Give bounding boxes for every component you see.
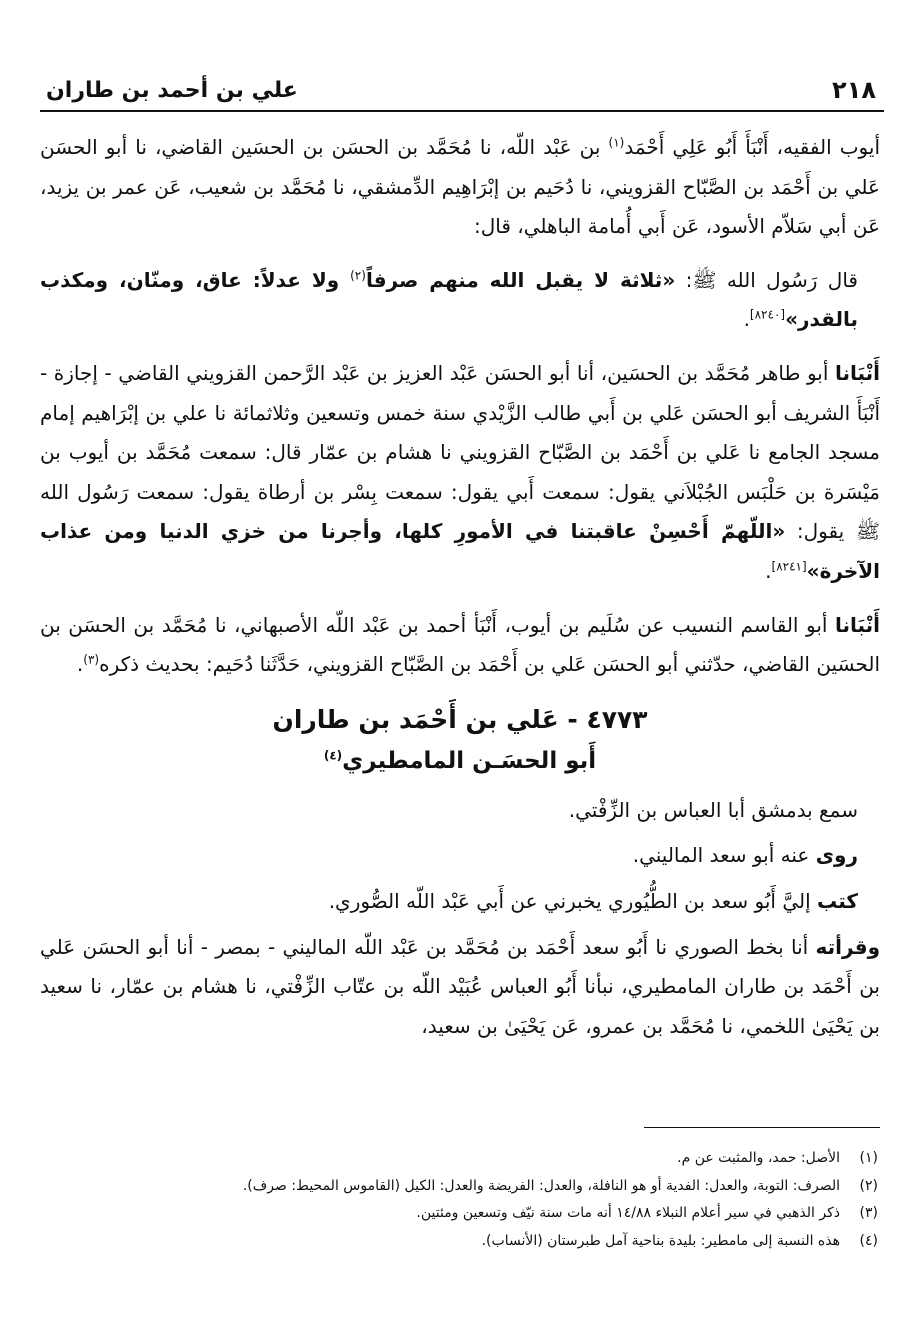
paragraph-text: . — [76, 652, 84, 677]
lead-word: روى — [815, 843, 858, 868]
hadith-text: «ثلاثة لا يقبل الله منهم صرفاً — [365, 267, 676, 292]
line-narrated — [40, 836, 880, 876]
paragraph-isnad-3 — [40, 606, 880, 685]
footnote-text: ذكر الذهبي في سير أعلام النبلاء ١٤/٨٨ أنه مات سنة نيّف وتسعين ومئتين. — [416, 1205, 840, 1221]
footnote-text: الأصل: حمد، والمثبت عن م. — [677, 1150, 840, 1166]
footnote — [40, 1200, 878, 1228]
paragraph-text: أيوب الفقيه، أَنْبَأَ أَبُو عَلِي أَحْمَد — [624, 135, 880, 159]
footnote-number: (١) — [859, 1150, 878, 1166]
running-title: علي بن أحمد بن طاران — [46, 77, 298, 103]
footnote-number: (٣) — [859, 1205, 878, 1221]
paragraph-isnad-1 — [40, 128, 880, 247]
page-number: ٢١٨ — [832, 76, 876, 104]
footnote-marker: (٤) — [323, 748, 343, 763]
paragraph-text: أنا بخط الصوري نا أَبُو سعد أَحْمَد بن مُحَمَّد بن عَبْد اللّه الماليني - بمصر - أنا أبو الحسَن عَلي بن أَحْمَد بن طاران المامطيري، نبأنا أَبُو العباس عُبَيْد اللّه بن عتّاب الزِّفْتي، نا هشام بن عمّار، نا سعيد بن يَحْيَىٰ اللخمي، نا مُحَمَّد بن عمرو، عَن يَحْيَىٰ بن سعيد، — [40, 934, 880, 1038]
lead-word: وقرأته — [815, 934, 880, 959]
lead-word: أَنْبَانا — [834, 360, 880, 385]
footnote — [40, 1228, 878, 1256]
main-text — [40, 128, 880, 1060]
header-rule — [40, 110, 884, 112]
footnote-rule — [644, 1127, 880, 1128]
hadith-number: [٨٢٤١] — [771, 559, 807, 574]
paragraph-text: أبو طاهر مُحَمَّد بن الحسَين، أنا أبو الحسَن عَبْد العزيز بن عَبْد الرَّحمن القزويني القاضي - إجازة - أَنْبَأَ الشريف أبو الحسَن عَلي بن أَبي طالب الزَّيْدي سنة خمس وتسعين وثلاثمائة نا علي بن إبْرَاهيم إمام مسجد الجامع نا عَلي بن أَحْمَد بن الصَّبّاح القزويني نا هشام بن عمّار قال: سمعت مُحَمَّد بن أيوب بن مَيْسَرة بن حَلْبَس الجُبْلاَني يقول: سمعت أَبي يقول: سمعت بِسْر بن أرطاة يقول: سمعت رَسُول الله ﷺ يقول: — [40, 360, 880, 544]
footnote-number: (٢) — [859, 1177, 878, 1194]
line-wrote — [40, 882, 880, 922]
footnote-number: (٤) — [859, 1232, 878, 1249]
paragraph-isnad-4 — [40, 928, 880, 1047]
paragraph-text: قال رَسُول الله ﷺ: — [675, 267, 858, 292]
paragraph-text: بن عَبْد اللّه، نا مُحَمَّد بن الحسَن بن الحسَين القاضي، نا أبو الحسَن عَلي بن أَحْمَد بن الصَّبّاح القزويني، نا دُحَيم بن إبْرَاهِيم الدِّمشقي، نا مُحَمَّد بن شعيب، عَن عمر بن يزيد، عَن أبي سَلاّم الأسود، عَن أَبي أُمامة الباهلي، قال: — [40, 135, 880, 239]
entry-title: ٤٧٧٣ - عَلي بن أَحْمَد بن طاران — [272, 704, 648, 734]
footnote — [40, 1145, 878, 1173]
paragraph-text: إليَّ أَبُو سعد بن الطُّيُوري يخبرني عن أَبي عَبْد اللّه الصُّوري. — [328, 888, 818, 913]
entry-subtitle-text: أَبو الحسَـن المامطيري — [342, 747, 597, 774]
hadith-text: ولا عدلاً: عاق، ومنّان، ومكذب بالقدر» — [40, 267, 858, 332]
footnote-text: هذه النسبة إلى مامطير: بليدة بناحية آمل طبرستان (الأنساب). — [481, 1232, 840, 1249]
footnote-text: الصرف: التوبة، والعدل: الفدية أو هو النافلة، والعدل: الفريضة والعدل: الكيل (القاموس المحيط: صرف). — [242, 1177, 840, 1194]
footnote-marker: (١) — [608, 135, 625, 150]
footnotes — [40, 1145, 878, 1255]
footnote-marker: (٣) — [83, 652, 100, 667]
paragraph-hadith-1: قال رَسُول الله ﷺ: «ثلاثة لا يقبل الله منهم صرفاً$^{(٢)}$ ولا عدلاً: عاق، ومنّان، ومكذب بالقدر»[٨٢٤٠]. — [40, 267, 858, 332]
lead-word: كتب — [817, 888, 858, 913]
footnote — [40, 1173, 878, 1201]
paragraph-text: أبو القاسم النسيب عن سُلَيم بن أيوب، أَنْبَأ أحمد بن عَبْد اللّه الأصبهاني، نا مُحَمَّد بن الحسَن بن الحسَين القاضي، حدّثني أبو الحسَن عَلي بن أَحْمَد بن الصَّبّاح القزويني، حَدَّثَنا دُحَيم: بحديث ذكره — [40, 612, 880, 677]
page-header — [46, 72, 876, 108]
paragraph-isnad-2: أَنْبَانا أبو طاهر مُحَمَّد بن الحسَين، أنا أبو الحسَن عَبْد العزيز بن عَبْد الرَّحمن القزويني القاضي - إجازة - أَنْبَأَ الشريف أبو الحسَن عَلي بن أَبي طالب الزَّيْدي سنة خمس وتسعين وثلاثمائة نا علي بن إبْرَاهيم إمام مسجد الجامع نا عَلي بن أَحْمَد بن الصَّبّاح القزويني نا هشام بن عمّار قال: سمعت مُحَمَّد بن أيوب بن مَيْسَرة بن حَلْبَس الجُبْلاَني يقول: سمعت أَبي يقول: سمعت بِسْر بن أرطاة يقول: سمعت رَسُول الله ﷺ يقول: «اللّهمّ أَحْسِنْ عاقبتنا في الأمورِ كلها، وأجرنا من خزي الدنيا ومن عذاب الآخرة»[٨٢٤١]. — [40, 360, 880, 583]
paragraph-text: عنه أبو سعد الماليني. — [632, 843, 816, 868]
hadith-number: [٨٢٤٠] — [749, 307, 786, 322]
hadith-text: «اللّهمّ أَحْسِنْ عاقبتنا في الأمورِ كلها، وأجرنا من خزي الدنيا ومن عذاب الآخرة» — [40, 519, 880, 583]
line-heard: سمع بدمشق أبا العباس بن الزِّفْتي. — [568, 797, 858, 822]
lead-word: أَنْبَانا — [834, 612, 880, 637]
entry-subtitle — [40, 741, 880, 781]
footnote-marker: (٢) — [350, 268, 366, 283]
